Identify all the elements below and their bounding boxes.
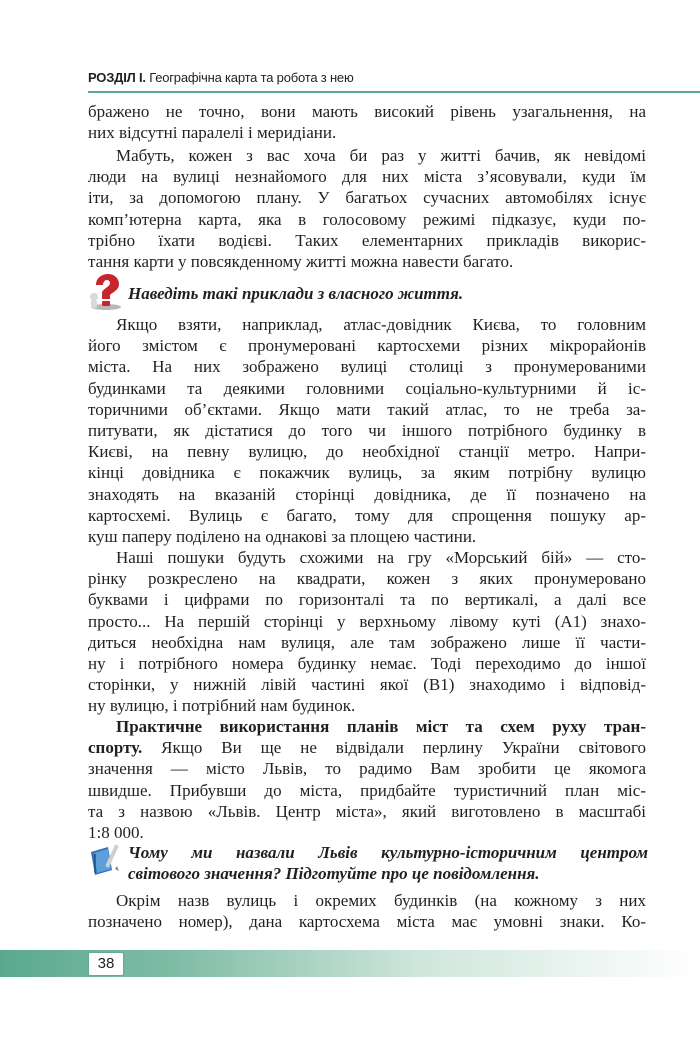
text-line: його змістом є пронумеровані картосхеми різних мікрорайонів bbox=[88, 336, 646, 356]
text-line: комп’ютерна карта, яка в голосовому режимі підказує, куди по- bbox=[88, 209, 646, 229]
chapter-title: Географічна карта та робота з нею bbox=[149, 70, 354, 85]
text-line: іти, за допомогою плану. У багатьох сучасних автомобілях існує bbox=[88, 188, 646, 208]
text-line: світового значення? Підготуйте про це повідомлення. bbox=[128, 864, 540, 883]
text-line: просто... На першій сторінці у верхньому лівому куті (А1) знахо- bbox=[88, 611, 646, 631]
section-label: РОЗДІЛ І. bbox=[88, 70, 146, 85]
text-line: куш паперу поділено на однакові за площею частини. bbox=[88, 527, 477, 547]
text-line: Окрім назв вулиць і окремих будинків (на кожному з них bbox=[116, 891, 646, 910]
text-line: знаходять на вказаній сторінці довідника, де її позначено на bbox=[88, 484, 646, 504]
paragraph-1 bbox=[88, 101, 646, 143]
text-line: позначено номер), дана картосхема міста має умовні знаки. Ко- bbox=[88, 912, 646, 932]
text-line: сторінки, у нижній лівій частині якої (В1) знаходимо і відповід- bbox=[88, 675, 646, 695]
paragraph-6 bbox=[88, 890, 646, 932]
question-prompt-2 bbox=[128, 842, 648, 884]
text-line: тання карти у повсякденному житті можна навести багато. bbox=[88, 252, 514, 272]
header-rule bbox=[88, 91, 700, 93]
text-line: рінку розкреслено на квадрати, кожен з яких пронумеровано bbox=[88, 569, 646, 589]
text-line: буквами і цифрами по горизонталі та по вертикалі, а далі все bbox=[88, 590, 646, 610]
text-line: питувати, як дістатися до того чи іншого потрібного будинку в bbox=[88, 421, 646, 441]
text-run: Якщо Ви ще не відвідали перлину України світового bbox=[142, 738, 646, 758]
text-line bbox=[88, 716, 646, 737]
notebook-pen-icon bbox=[86, 840, 126, 880]
text-line: Якщо взяти, наприклад, атлас-довідник Києва, то головним bbox=[116, 315, 646, 334]
running-header bbox=[88, 70, 700, 85]
text-line: міста. На них зображено вулиці столиці з пронумерованими bbox=[88, 357, 646, 377]
text-line: Наші пошуки будуть схожими на гру «Морський бій» — сто- bbox=[116, 548, 646, 567]
paragraph-3 bbox=[88, 314, 646, 547]
text-line: Києві, на певну вулицю, до необхідної станції метро. Напри- bbox=[88, 442, 646, 462]
question-mark-icon bbox=[86, 271, 126, 311]
text-line: Чому ми назвали Львів культурно-історичним центром bbox=[128, 843, 648, 862]
question-prompt-1: Наведіть такі приклади з власного життя. bbox=[128, 284, 464, 303]
text-line: Мабуть, кожен з вас хоча би раз у житті бачив, як невідомі bbox=[116, 146, 646, 165]
text-line: бражено не точно, вони мають високий рівень узагальнення, на bbox=[88, 102, 646, 121]
text-line: кінці довідника є покажчик вулиць, за яким потрібну вулицю bbox=[88, 463, 646, 483]
text-line: 1:8 000. bbox=[88, 823, 144, 843]
text-line: швидше. Прибувши до міста, придбайте туристичний план міс- bbox=[88, 780, 646, 800]
text-line bbox=[88, 737, 646, 758]
text-line: картосхемі. Вулиць є багато, тому для спрощення пошуку ар- bbox=[88, 505, 646, 525]
page-number: 38 bbox=[88, 952, 124, 976]
text-line: трібно їхати водієві. Таких елементарних прикладів викорис- bbox=[88, 230, 646, 250]
paragraph-4 bbox=[88, 547, 646, 717]
text-line: люди на вулиці незнайомого для них міста з’ясовували, куди їм bbox=[88, 167, 646, 187]
paragraph-5 bbox=[88, 716, 646, 843]
text-line: значення — місто Львів, то радимо Вам зробити це якомога bbox=[88, 759, 646, 779]
text-line: них відсутні паралелі і меридіани. bbox=[88, 123, 337, 143]
text-line: ну вулицю, і потрібний нам будинок. bbox=[88, 696, 356, 716]
text-line: диться необхідна нам вулиця, але там зображено лише її части- bbox=[88, 632, 646, 652]
text-line: та з назвою «Львів. Центр міста», який виготовлено в масштабі bbox=[88, 801, 646, 821]
bold-heading: Практичне використання планів міст та схем руху тран- bbox=[116, 717, 646, 736]
paragraph-2 bbox=[88, 145, 646, 272]
text-line: торичними об’єктами. Якщо мати такий атлас, то не треба за- bbox=[88, 399, 646, 419]
bold-heading-cont: спорту. bbox=[88, 738, 143, 758]
text-line: будинками та деякими головними соціально-культурними й іс- bbox=[88, 378, 646, 398]
text-line: ну і потрібного номера будинку немає. Тоді переходимо до іншої bbox=[88, 654, 646, 674]
